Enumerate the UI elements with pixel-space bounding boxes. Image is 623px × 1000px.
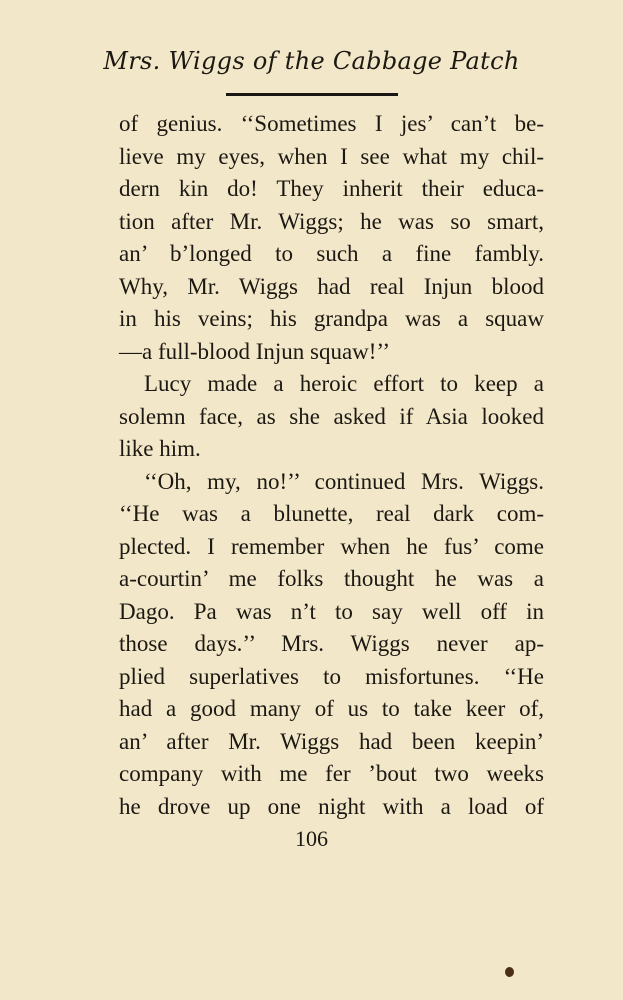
text-line: like him. [119,436,201,461]
text-line: he drove up one night with a load of [119,793,544,819]
running-head: Mrs. Wiggs of the Cabbage Patch [103,47,520,75]
text-line: Lucy made a heroic effort to keep a [144,371,544,396]
body-text [119,108,544,823]
text-line: plied superlatives to misfortunes. ‘‘He [119,663,544,689]
text-line: —a full-blood Injun squaw!’’ [119,338,391,364]
ink-blot [505,967,514,977]
text-line: plected. I remember when he fus’ come [119,533,544,559]
page-number: 106 [295,826,328,851]
text-line: Dago. Pa was n’t to say well off in [119,598,544,624]
text-line: ‘‘Oh, my, no!’’ continued Mrs. Wiggs. [144,468,544,494]
text-line: those days.’’ Mrs. Wiggs never ap- [119,631,544,656]
text-line: an’ after Mr. Wiggs had been keepin’ [119,728,544,754]
text-line: lieve my eyes, when I see what my chil- [119,143,544,169]
text-line: tion after Mr. Wiggs; he was so smart, [119,208,544,234]
text-line: ‘‘He was a blunette, real dark com- [119,501,544,526]
text-line: in his veins; his grandpa was a squaw [119,306,544,331]
text-line: Why, Mr. Wiggs had real Injun blood [119,273,544,299]
text-line: had a good many of us to take keer of, [119,696,544,721]
text-line: a-courtin’ me folks thought he was a [119,566,544,591]
running-head-rule [226,93,398,96]
text-line: company with me fer ’bout two weeks [119,761,544,786]
text-line: of genius. ‘‘Sometimes I jes’ can’t be- [119,111,544,136]
text-line: dern kin do! They inherit their educa- [119,176,544,201]
text-line: solemn face, as she asked if Asia looked [119,403,544,429]
text-line: an’ b’longed to such a fine fambly. [119,241,544,266]
